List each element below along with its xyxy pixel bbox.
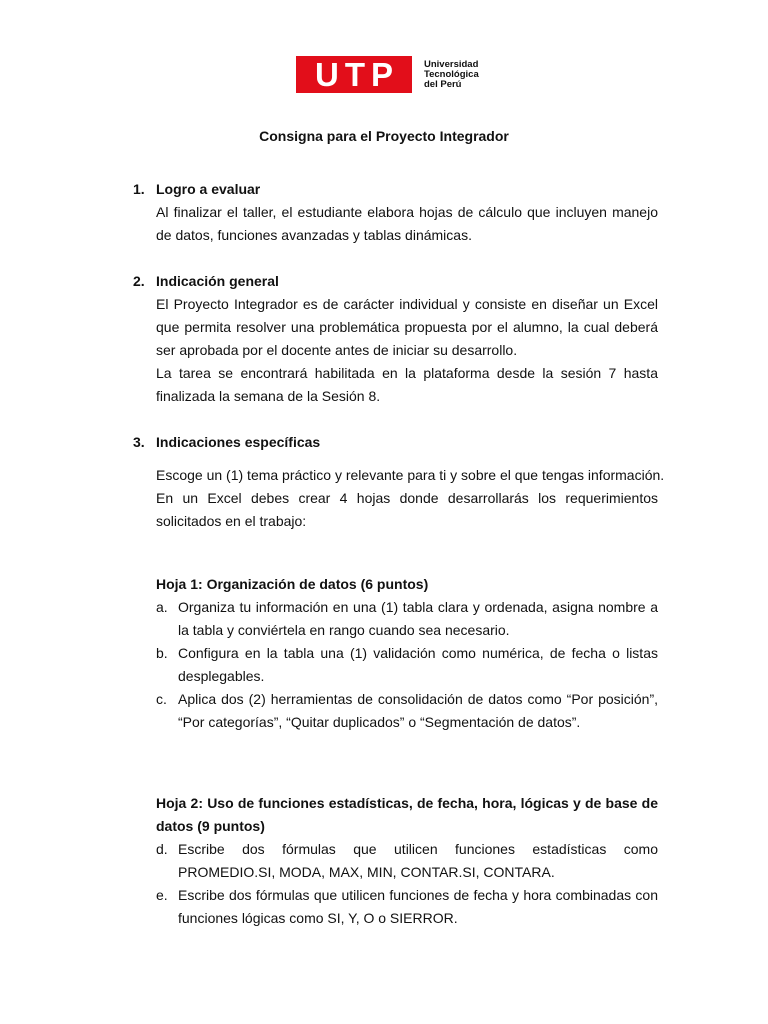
hoja-2-heading-line-2: datos (9 puntos) — [156, 818, 265, 834]
section-2-line-4: La tarea se encontrará habilitada en la plataforma desde la sesión 7 hasta — [156, 365, 658, 381]
section-1-line-1: Al finalizar el taller, el estudiante elabora hojas de cálculo que incluyen manejo — [156, 204, 658, 220]
item-e-line-2: funciones lógicas como SI, Y, O o SIERROR. — [178, 910, 458, 926]
item-a-marker: a. — [156, 599, 168, 615]
item-d-line-2: PROMEDIO.SI, MODA, MAX, MIN, CONTAR.SI, CONTARA. — [178, 864, 555, 880]
item-b-line-1: Configura en la tabla una (1) validación como numérica, de fecha o listas — [178, 645, 658, 661]
section-3-number: 3. — [133, 434, 145, 450]
item-a-line-2: la tabla y conviértela en rango cuando sea necesario. — [178, 622, 510, 638]
section-3-line-2: En un Excel debes crear 4 hojas donde desarrollarás los requerimientos — [156, 490, 658, 506]
item-d-marker: d. — [156, 841, 168, 857]
section-2-line-5: finalizada la semana de la Sesión 8. — [156, 388, 381, 404]
item-c-line-2: “Por categorías”, “Quitar duplicados” o “Segmentación de datos”. — [178, 714, 581, 730]
section-3-line-3: solicitados en el trabajo: — [156, 513, 307, 529]
logo-line-3: del Perú — [424, 78, 462, 90]
document-title: Consigna para el Proyecto Integrador — [259, 128, 509, 144]
item-a-line-1: Organiza tu información en una (1) tabla clara y ordenada, asigna nombre a — [178, 599, 658, 615]
logo-line-2: Tecnológica — [424, 68, 479, 80]
item-e-line-1: Escribe dos fórmulas que utilicen funciones de fecha y hora combinadas con — [178, 887, 658, 903]
section-3-heading: Indicaciones específicas — [156, 434, 321, 450]
item-c-marker: c. — [156, 691, 167, 707]
item-b-line-2: desplegables. — [178, 668, 265, 684]
utp-logo — [296, 56, 479, 93]
section-1-heading: Logro a evaluar — [156, 181, 261, 197]
section-1-number: 1. — [133, 181, 145, 197]
logo-institution-name — [424, 60, 479, 90]
hoja-2-heading-line-1: Hoja 2: Uso de funciones estadísticas, de fecha, hora, lógicas y de base de — [156, 795, 658, 811]
item-c-line-1: Aplica dos (2) herramientas de consolidación de datos como “Por posición”, — [178, 691, 658, 707]
section-2-line-2: que permita resolver una problemática propuesta por el alumno, la cual deberá — [156, 319, 658, 335]
item-b-marker: b. — [156, 645, 168, 661]
logo-line-1: Universidad — [424, 58, 479, 70]
section-2-heading: Indicación general — [156, 273, 279, 289]
logo-letters: UTP — [315, 56, 399, 93]
section-1-line-2: de datos, funciones avanzadas y tablas dinámicas. — [156, 227, 472, 243]
section-3-line-1: Escoge un (1) tema práctico y relevante para ti y sobre el que tengas información. — [156, 467, 665, 483]
item-d-line-1: Escribe dos fórmulas que utilicen funciones estadísticas como — [178, 841, 658, 857]
section-2-line-1: El Proyecto Integrador es de carácter individual y consiste en diseñar un Excel — [156, 296, 658, 312]
logo-red-box — [296, 56, 412, 93]
hoja-1-heading: Hoja 1: Organización de datos (6 puntos) — [156, 576, 429, 592]
section-2-number: 2. — [133, 273, 145, 289]
section-2-line-3: ser aprobada por el docente antes de iniciar su desarrollo. — [156, 342, 518, 358]
item-e-marker: e. — [156, 887, 168, 903]
